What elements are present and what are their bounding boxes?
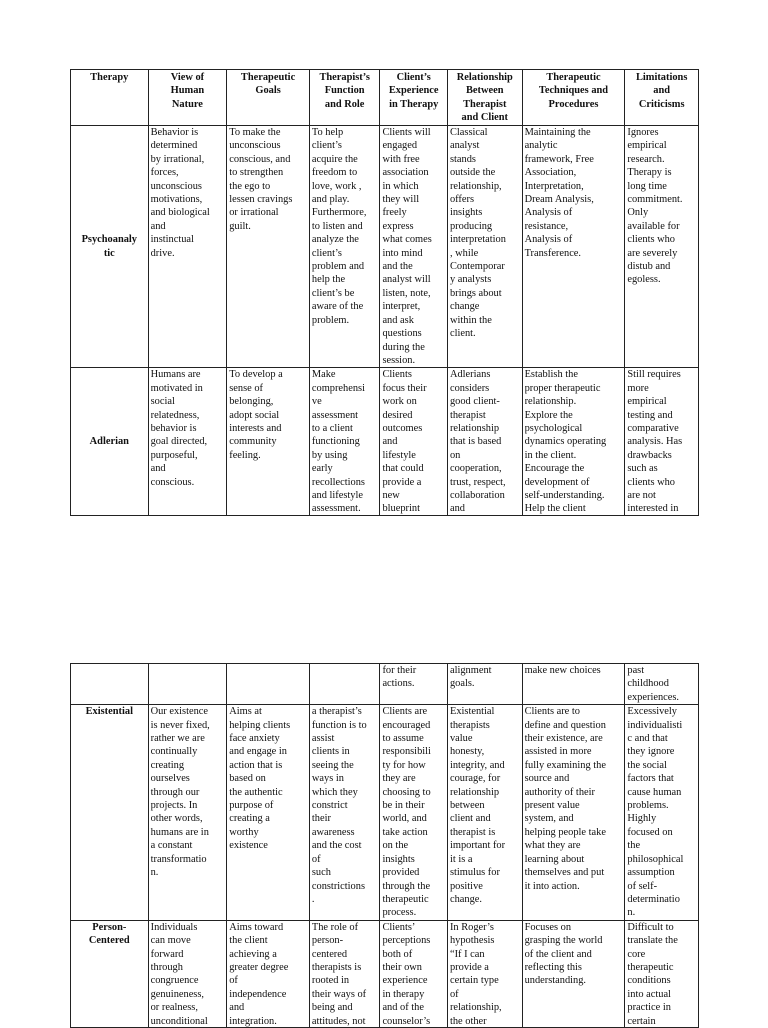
- cell-goals-text: Aims toward the client achieving a greater degree of independence and integration.: [229, 921, 289, 1027]
- cell-empty: [148, 664, 227, 705]
- row-label-person-centered: Person- Centered: [71, 920, 149, 1027]
- cell-function: [309, 920, 380, 1027]
- cell-experience-text: Clients focus their work on desired outcomes and lifestyle that could provide a new blueprint: [382, 369, 427, 515]
- cell-experience-text: Clients’ perceptions both of their own experience in therapy and of the counselor’s: [382, 921, 431, 1027]
- cell-limitations: Excessively individualisti c and that they ignore the social factors that cause human problems. Highly focused on the philosophical assumption of self- determinatio n.: [625, 705, 699, 921]
- cell-techniques: make new choices: [522, 664, 625, 705]
- row-label-psychoanalytic: Psychoanaly tic: [71, 126, 149, 368]
- cell-experience: Clients will engaged with free association in which they will freely express what comes into mind and the analyst will listen, note, interpret, and ask questions during the session.: [380, 126, 448, 368]
- cell-empty: [309, 664, 380, 705]
- table-row-existential: [71, 705, 699, 921]
- table-row-person-centered: [71, 920, 699, 1027]
- cell-experience: [380, 368, 448, 516]
- cell-view-text: Individuals can move forward through congruence genuineness, or realness, unconditional: [150, 921, 208, 1027]
- cell-limitations: past childhood experiences.: [625, 664, 699, 705]
- row-label-existential: Existential: [71, 705, 149, 921]
- cell-empty: [71, 664, 149, 705]
- header-limitations: Limitations and Criticisms: [625, 70, 699, 126]
- cell-experience: Clients are encouraged to assume responsibili ty for how they are choosing to be in their world, and take action on the insights provided through the therapeutic process.: [380, 705, 448, 921]
- header-view-of-human-nature: View of Human Nature: [148, 70, 227, 126]
- header-techniques: Therapeutic Techniques and Procedures: [522, 70, 625, 126]
- header-therapeutic-goals: Therapeutic Goals: [227, 70, 310, 126]
- cell-goals-text: To develop a sense of belonging, adopt social interests and community feeling.: [229, 369, 283, 461]
- cell-techniques: [522, 920, 625, 1027]
- cell-function: a therapist’s function is to assist clients in seeing the ways in which they constrict their awareness and the cost of such constrictions .: [309, 705, 380, 921]
- cell-relationship: [447, 920, 522, 1027]
- cell-limitations-text: Still requires more empirical testing and comparative analysis. Has drawbacks such as clients who are not interested in: [627, 369, 683, 515]
- cell-limitations: Ignores empirical research. Therapy is long time commitment. Only available for clients who are severely distub and egoless.: [625, 126, 699, 368]
- cell-function-text: The role of person- centered therapists is rooted in their ways of being and attitudes, not: [311, 921, 367, 1027]
- header-therapist-function: Therapist’s Function and Role: [309, 70, 380, 126]
- cell-empty: [227, 664, 310, 705]
- row-label-adlerian: Adlerian: [71, 368, 149, 516]
- cell-relationship: Classical analyst stands outside the relationship, offers insights producing interpretation , while Contemporar y analysts brings about change within the client.: [447, 126, 522, 368]
- cell-limitations-text: Difficult to translate the core therapeutic conditions into actual practice in certain: [627, 921, 678, 1027]
- cell-techniques: Maintaining the analytic framework, Free Association, Interpretation, Dream Analysis, Analysis of resistance, Analysis of Transference.: [522, 126, 625, 368]
- cell-view: [148, 368, 227, 516]
- cell-techniques-text: Establish the proper therapeutic relationship. Explore the psychological dynamics operating in the client. Encourage the development of self-understanding. Help the client: [524, 369, 607, 515]
- cell-view: Behavior is determined by irrational, forces, unconscious motivations, and biological and instinctual drive.: [148, 126, 227, 368]
- cell-relationship: alignment goals.: [447, 664, 522, 705]
- cell-relationship: [447, 368, 522, 516]
- table-row-adlerian: [71, 368, 699, 516]
- therapy-comparison-table-part-1: [70, 69, 699, 516]
- cell-techniques: Clients are to define and question their existence, are assisted in more fully examining the source and authority of their present value system, and helping people take what they are learning about themselves and put it into action.: [522, 705, 625, 921]
- cell-function: To help client’s acquire the freedom to love, work , and play. Furthermore, to listen and analyze the client’s problem and help the client’s be aware of the problem.: [309, 126, 380, 368]
- header-client-experience: Client’s Experience in Therapy: [380, 70, 448, 126]
- cell-relationship-text: Adlerians considers good client- therapist relationship that is based on cooperation, trust, respect, collaboration and: [449, 369, 506, 515]
- cell-experience: for their actions.: [380, 664, 448, 705]
- cell-view-text: Humans are motivated in social relatedness, behavior is goal directed, purposeful, and conscious.: [150, 369, 208, 488]
- cell-techniques: [522, 368, 625, 516]
- cell-relationship-text: In Roger’s hypothesis “If I can provide a certain type of relationship, the other: [449, 921, 502, 1027]
- therapy-comparison-table-part-2: [70, 663, 699, 1028]
- cell-techniques-text: Focuses on grasping the world of the client and reflecting this understanding.: [524, 921, 603, 987]
- cell-goals: [227, 920, 310, 1027]
- cell-experience: [380, 920, 448, 1027]
- cell-function-text: Make comprehensi ve assessment to a client functioning by using early recollections and lifestyle assessment.: [311, 369, 365, 515]
- header-therapy: Therapy: [71, 70, 149, 126]
- cell-goals: Aims at helping clients face anxiety and engage in action that is based on the authentic purpose of creating a worthy existence: [227, 705, 310, 921]
- header-relationship: Relationship Between Therapist and Client: [447, 70, 522, 126]
- cell-view: [148, 920, 227, 1027]
- table-header-row: [71, 70, 699, 126]
- cell-relationship: Existential therapists value honesty, integrity, and courage, for relationship between client and therapist is important for it is a stimulus for positive change.: [447, 705, 522, 921]
- table-row-continued: [71, 664, 699, 705]
- cell-goals: [227, 368, 310, 516]
- cell-limitations: [625, 368, 699, 516]
- cell-limitations: [625, 920, 699, 1027]
- table-row-psychoanalytic: [71, 126, 699, 368]
- cell-goals: To make the unconscious conscious, and to strengthen the ego to lessen cravings or irrational guilt.: [227, 126, 310, 368]
- cell-function: [309, 368, 380, 516]
- cell-view: Our existence is never fixed, rather we are continually creating ourselves through our projects. In other words, humans are in a constant transformatio n.: [148, 705, 227, 921]
